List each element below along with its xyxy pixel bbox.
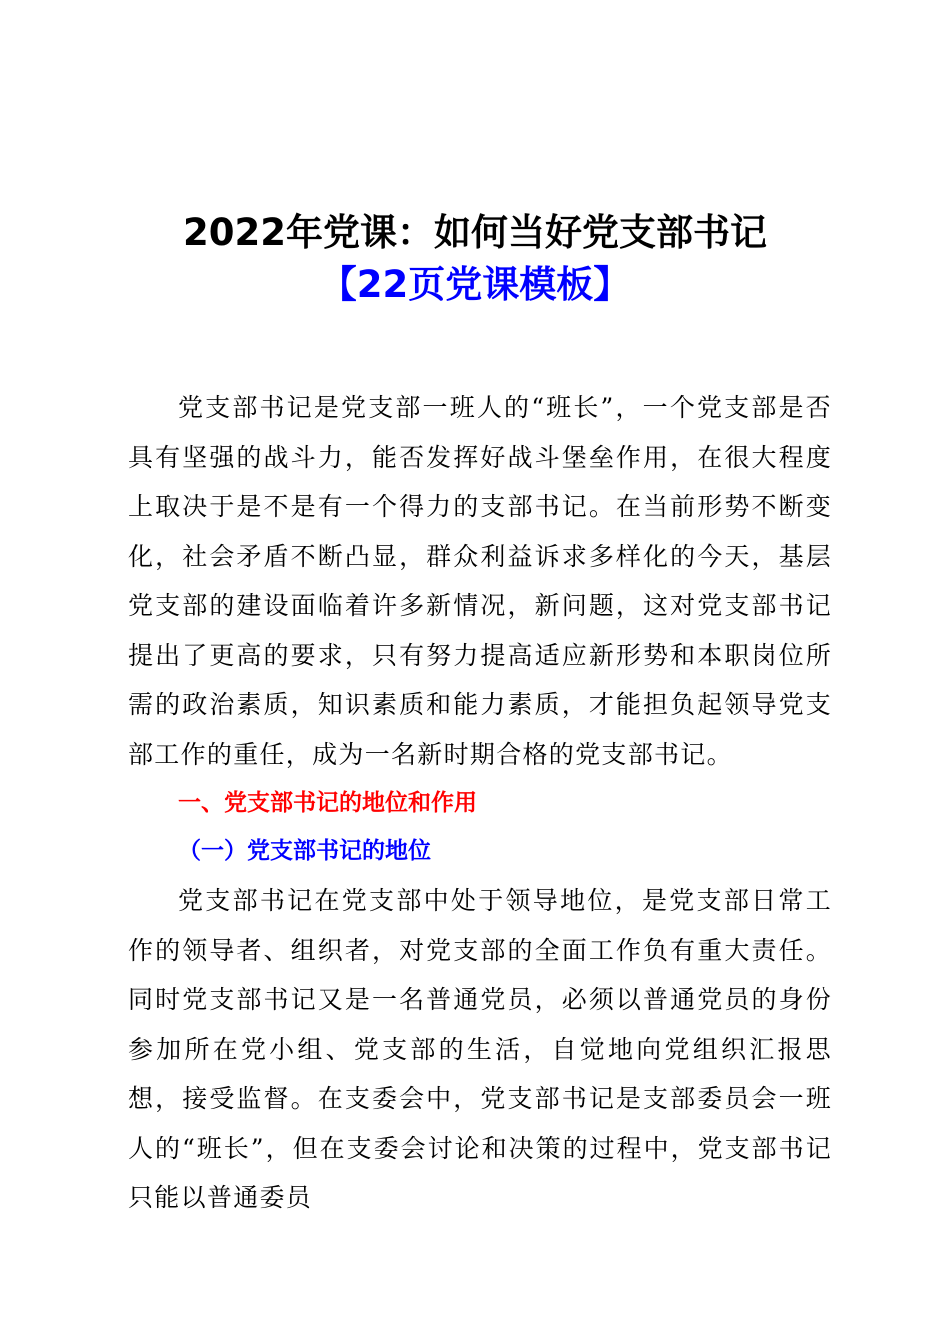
document-subtitle: 【22页党课模板】 [319,263,631,306]
subsection-heading: （一）党支部书记的地位 [178,837,431,864]
body-paragraph: 党支部书记在党支部中处于领导地位，是党支部日常工作的领导者、组织者，对党支部的全面工作负有重大责任。同时党支部书记又是一名普通党员，必须以普通党员的身份参加所在党小组、党支部的生活，自觉地向党组织汇报思想，接受监督。在支委会中，党支部书记是支部委员会一班人的“班长”，但在支委会讨论和决策的过程中，党支部书记只能以普通委员 [128,886,832,1212]
document-title: 2022年党课：如何当好党支部书记 [183,211,767,254]
intro-paragraph: 党支部书记是党支部一班人的“班长”，一个党支部是否具有坚强的战斗力，能否发挥好战斗堡垒作用，在很大程度上取决于是不是有一个得力的支部书记。在当前形势不断变化，社会矛盾不断凸显，群众利益诉求多样化的今天，基层党支部的建设面临着许多新情况，新问题，这对党支部书记提出了更高的要求，只有努力提高适应新形势和本职岗位所需的政治素质，知识素质和能力素质，才能担负起领导党支部工作的重任，成为一名新时期合格的党支部书记。 [128,393,832,769]
section-heading: 一、党支部书记的地位和作用 [178,790,477,816]
